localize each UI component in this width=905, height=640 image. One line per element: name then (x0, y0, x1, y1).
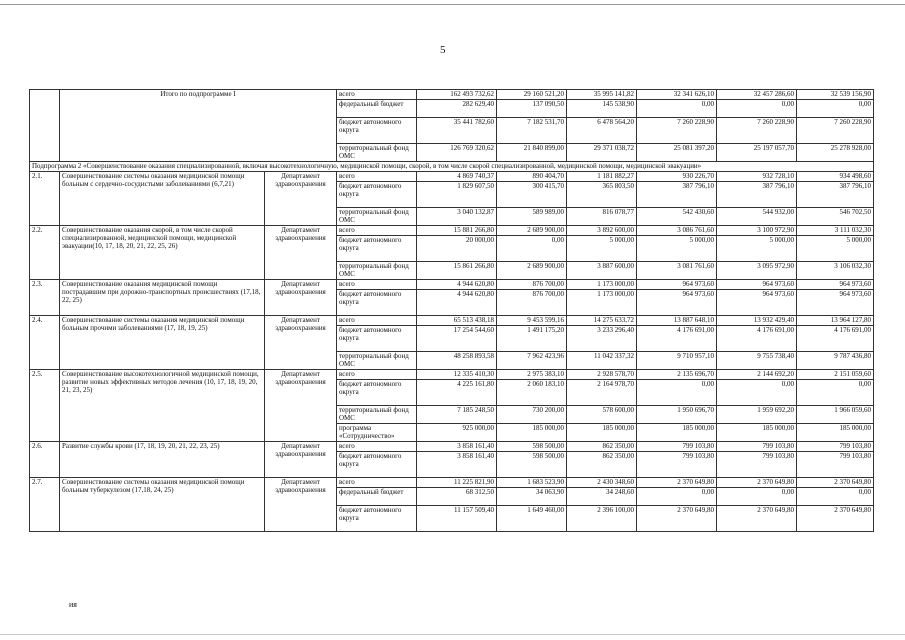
amount-cell: 964 973,60 (637, 290, 717, 316)
amount-cell: 365 803,50 (567, 182, 637, 208)
amount-cell: 162 493 732,62 (417, 90, 497, 100)
amount-cell: 4 869 740,37 (417, 172, 497, 182)
amount-cell: 799 103,80 (797, 442, 874, 452)
amount-cell: 2 370 649,80 (797, 478, 874, 488)
amount-cell: 799 103,80 (637, 452, 717, 478)
amount-cell: 185 000,00 (497, 424, 567, 442)
item-department: Департамент здравоохранения (265, 172, 337, 226)
amount-cell: 816 078,77 (567, 208, 637, 226)
amount-cell: 387 796,10 (797, 182, 874, 208)
amount-cell: 1 173 000,00 (567, 290, 637, 316)
page-number: 5 (440, 44, 446, 56)
amount-cell: 890 404,70 (497, 172, 567, 182)
amount-cell: 932 728,10 (717, 172, 797, 182)
subprogram-title: Подпрограмма 2 «Совершенствование оказания специализированной, включая высокотехнологичную, медицинской помощи, скорой, в том числе скорой специализированной, медицинской помощи, медицинской эвакуации» (30, 162, 874, 172)
funding-source: бюджет автономного округа (337, 452, 417, 478)
item-number: 2.6. (30, 442, 60, 478)
amount-cell: 0,00 (797, 488, 874, 506)
funding-source: всего (337, 370, 417, 380)
amount-cell: 2 396 100,00 (567, 506, 637, 532)
amount-cell: 930 226,70 (637, 172, 717, 182)
amount-cell: 15 861 266,80 (417, 262, 497, 280)
item-number: 2.7. (30, 478, 60, 532)
amount-cell: 0,00 (497, 236, 567, 262)
amount-cell: 1 683 523,90 (497, 478, 567, 488)
funding-source: федеральный бюджет (337, 488, 417, 506)
table-row (30, 370, 874, 380)
funding-source: бюджет автономного округа (337, 236, 417, 262)
amount-cell: 2 144 692,20 (717, 370, 797, 380)
amount-cell: 5 000,00 (717, 236, 797, 262)
funding-source: бюджет автономного округа (337, 506, 417, 532)
item-number: 2.4. (30, 316, 60, 370)
amount-cell: 185 000,00 (797, 424, 874, 442)
funding-source: территориальный фонд ОМС (337, 208, 417, 226)
amount-cell: 32 341 626,10 (637, 90, 717, 100)
amount-cell: 20 000,00 (417, 236, 497, 262)
funding-source: всего (337, 226, 417, 236)
amount-cell: 185 000,00 (717, 424, 797, 442)
amount-cell: 799 103,80 (717, 442, 797, 452)
amount-cell: 3 111 032,30 (797, 226, 874, 236)
funding-source: всего (337, 90, 417, 100)
amount-cell: 862 350,00 (567, 452, 637, 478)
amount-cell: 4 944 620,80 (417, 280, 497, 290)
funding-source: бюджет автономного округа (337, 326, 417, 352)
amount-cell: 9 453 599,16 (497, 316, 567, 326)
amount-cell: 1 181 882,27 (567, 172, 637, 182)
scan-bottom-edge (0, 634, 905, 635)
amount-cell: 13 964 127,80 (797, 316, 874, 326)
item-number: 2.1. (30, 172, 60, 226)
amount-cell: 25 081 397,20 (637, 144, 717, 162)
amount-cell: 3 106 032,30 (797, 262, 874, 280)
amount-cell: 32 457 286,60 (717, 90, 797, 100)
amount-cell: 0,00 (717, 488, 797, 506)
amount-cell: 799 103,80 (797, 452, 874, 478)
amount-cell: 68 312,50 (417, 488, 497, 506)
table-row (30, 316, 874, 326)
amount-cell: 3 892 600,00 (567, 226, 637, 236)
funding-source: территориальный фонд ОМС (337, 352, 417, 370)
amount-cell: 7 260 228,90 (797, 118, 874, 144)
amount-cell: 9 755 738,40 (717, 352, 797, 370)
funding-source: всего (337, 316, 417, 326)
item-department: Департамент здравоохранения (265, 226, 337, 280)
funding-source: программа «Сотрудничество» (337, 424, 417, 442)
budget-table (29, 89, 874, 532)
amount-cell: 9 710 957,10 (637, 352, 717, 370)
amount-cell: 964 973,60 (637, 280, 717, 290)
amount-cell: 11 157 509,40 (417, 506, 497, 532)
amount-cell: 2 430 348,60 (567, 478, 637, 488)
amount-cell: 387 796,10 (717, 182, 797, 208)
amount-cell: 925 000,00 (417, 424, 497, 442)
amount-cell: 137 090,50 (497, 100, 567, 118)
funding-source: бюджет автономного округа (337, 290, 417, 316)
amount-cell: 15 881 266,80 (417, 226, 497, 236)
subprogram-title-row (30, 162, 874, 172)
funding-source: всего (337, 442, 417, 452)
amount-cell: 546 702,50 (797, 208, 874, 226)
amount-cell: 964 973,60 (717, 280, 797, 290)
amount-cell: 32 539 156,90 (797, 90, 874, 100)
amount-cell: 542 430,60 (637, 208, 717, 226)
amount-cell: 48 258 893,58 (417, 352, 497, 370)
amount-cell: 2 370 649,80 (637, 478, 717, 488)
item-number: 2.5. (30, 370, 60, 442)
amount-cell: 1 649 460,00 (497, 506, 567, 532)
amount-cell: 1 829 607,50 (417, 182, 497, 208)
amount-cell: 1 173 000,00 (567, 280, 637, 290)
amount-cell: 589 989,00 (497, 208, 567, 226)
item-name: Совершенствование оказания медицинской помощи пострадавшим при дорожно-транспортных происшествиях (17,18, 22, 25) (60, 280, 265, 316)
amount-cell: 11 042 337,32 (567, 352, 637, 370)
amount-cell: 862 350,00 (567, 442, 637, 452)
amount-cell: 2 975 383,10 (497, 370, 567, 380)
amount-cell: 282 629,40 (417, 100, 497, 118)
amount-cell: 4 944 620,80 (417, 290, 497, 316)
amount-cell: 35 441 782,60 (417, 118, 497, 144)
table-row (30, 90, 874, 100)
amount-cell: 7 260 228,90 (717, 118, 797, 144)
amount-cell: 5 000,00 (567, 236, 637, 262)
amount-cell: 145 538,90 (567, 100, 637, 118)
amount-cell: 0,00 (797, 380, 874, 406)
amount-cell: 3 095 972,90 (717, 262, 797, 280)
amount-cell: 0,00 (637, 100, 717, 118)
item-name: Совершенствование системы оказания медицинской помощи больным с сердечно-сосудистыми заболеваниями (6,7,21) (60, 172, 265, 226)
amount-cell: 1 959 692,20 (717, 406, 797, 424)
amount-cell: 4 225 161,80 (417, 380, 497, 406)
amount-cell: 7 185 248,50 (417, 406, 497, 424)
amount-cell: 3 040 132,87 (417, 208, 497, 226)
amount-cell: 9 787 436,80 (797, 352, 874, 370)
amount-cell: 0,00 (717, 100, 797, 118)
amount-cell: 300 415,70 (497, 182, 567, 208)
amount-cell: 964 973,60 (717, 290, 797, 316)
amount-cell: 876 700,00 (497, 280, 567, 290)
table-row (30, 280, 874, 290)
amount-cell: 3 100 972,90 (717, 226, 797, 236)
item-number: 2.2. (30, 226, 60, 280)
funding-source: территориальный фонд ОМС (337, 262, 417, 280)
amount-cell: 21 840 899,00 (497, 144, 567, 162)
amount-cell: 13 932 429,40 (717, 316, 797, 326)
item-department: Департамент здравоохранения (265, 370, 337, 442)
amount-cell: 0,00 (637, 488, 717, 506)
amount-cell: 578 600,00 (567, 406, 637, 424)
item-number: 2.3. (30, 280, 60, 316)
amount-cell: 934 498,60 (797, 172, 874, 182)
table-row (30, 172, 874, 182)
amount-cell: 2 370 649,80 (717, 506, 797, 532)
item-name: Совершенствование высокотехнологичной медицинской помощи, развитие новых эффективных методов лечения (10, 17, 18, 19, 20, 21, 23, 25) (60, 370, 265, 442)
amount-cell: 2 135 696,70 (637, 370, 717, 380)
table-row (30, 442, 874, 452)
amount-cell: 387 796,10 (637, 182, 717, 208)
item-name: Совершенствование системы оказания медицинской помощи больным прочими заболеваниями (17, 18, 19, 25) (60, 316, 265, 370)
amount-cell: 34 063,90 (497, 488, 567, 506)
amount-cell: 3 858 161,40 (417, 442, 497, 452)
funding-source: всего (337, 280, 417, 290)
amount-cell: 2 370 649,80 (797, 506, 874, 532)
table-row (30, 478, 874, 488)
item-department: Департамент здравоохранения (265, 478, 337, 532)
scan-top-edge (0, 4, 905, 5)
amount-cell: 3 233 296,40 (567, 326, 637, 352)
amount-cell: 5 000,00 (637, 236, 717, 262)
amount-cell: 7 182 531,70 (497, 118, 567, 144)
amount-cell: 3 086 761,60 (637, 226, 717, 236)
item-department: Департамент здравоохранения (265, 442, 337, 478)
funding-source: всего (337, 172, 417, 182)
amount-cell: 25 278 928,00 (797, 144, 874, 162)
amount-cell: 6 478 564,20 (567, 118, 637, 144)
funding-source: бюджет автономного округа (337, 182, 417, 208)
amount-cell: 11 225 821,90 (417, 478, 497, 488)
item-department: Департамент здравоохранения (265, 316, 337, 370)
amount-cell: 2 370 649,80 (637, 506, 717, 532)
amount-cell: 34 248,60 (567, 488, 637, 506)
item-number (30, 90, 60, 162)
amount-cell: 2 689 900,00 (497, 226, 567, 236)
amount-cell: 0,00 (637, 380, 717, 406)
amount-cell: 0,00 (717, 380, 797, 406)
amount-cell: 598 500,00 (497, 442, 567, 452)
amount-cell: 126 769 320,62 (417, 144, 497, 162)
amount-cell: 12 335 410,30 (417, 370, 497, 380)
item-name: Развитие службы крови (17, 18, 19, 20, 21, 22, 23, 25) (60, 442, 265, 478)
amount-cell: 964 973,60 (797, 290, 874, 316)
amount-cell: 1 950 696,70 (637, 406, 717, 424)
funding-source: федеральный бюджет (337, 100, 417, 118)
amount-cell: 35 995 141,82 (567, 90, 637, 100)
amount-cell: 65 513 438,18 (417, 316, 497, 326)
amount-cell: 0,00 (797, 100, 874, 118)
amount-cell: 799 103,80 (717, 452, 797, 478)
amount-cell: 17 254 544,60 (417, 326, 497, 352)
amount-cell: 598 500,00 (497, 452, 567, 478)
amount-cell: 4 176 691,00 (717, 326, 797, 352)
amount-cell: 29 371 038,72 (567, 144, 637, 162)
funding-source: территориальный фонд ОМС (337, 406, 417, 424)
amount-cell: 7 260 228,90 (637, 118, 717, 144)
footer-mark: ия (69, 600, 77, 609)
amount-cell: 1 491 175,20 (497, 326, 567, 352)
funding-source: бюджет автономного округа (337, 380, 417, 406)
funding-source: бюджет автономного округа (337, 118, 417, 144)
amount-cell: 14 275 633,72 (567, 316, 637, 326)
amount-cell: 4 176 691,00 (797, 326, 874, 352)
amount-cell: 964 973,60 (797, 280, 874, 290)
amount-cell: 2 060 183,10 (497, 380, 567, 406)
amount-cell: 13 887 648,10 (637, 316, 717, 326)
amount-cell: 4 176 691,00 (637, 326, 717, 352)
funding-source: территориальный фонд ОМС (337, 144, 417, 162)
amount-cell: 7 962 423,96 (497, 352, 567, 370)
table-row (30, 226, 874, 236)
amount-cell: 2 689 900,00 (497, 262, 567, 280)
item-name: Совершенствование системы оказания медицинской помощи больным туберкулезом (17,18, 24, 25) (60, 478, 265, 532)
amount-cell: 2 151 059,60 (797, 370, 874, 380)
amount-cell: 544 932,00 (717, 208, 797, 226)
amount-cell: 25 197 057,70 (717, 144, 797, 162)
amount-cell: 5 000,00 (797, 236, 874, 262)
amount-cell: 2 370 649,80 (717, 478, 797, 488)
amount-cell: 799 103,80 (637, 442, 717, 452)
amount-cell: 3 081 761,60 (637, 262, 717, 280)
funding-source: всего (337, 478, 417, 488)
amount-cell: 876 700,00 (497, 290, 567, 316)
amount-cell: 185 000,00 (567, 424, 637, 442)
total-label: Итого по подпрограмме I (60, 90, 337, 162)
amount-cell: 2 164 978,70 (567, 380, 637, 406)
item-department: Департамент здравоохранения (265, 280, 337, 316)
item-name: Совершенствование оказания скорой, в том числе скорой специализированной, медицинской помощи, медицинской эвакуации(10, 17, 18, 20, 21, 22, 25, 26) (60, 226, 265, 280)
amount-cell: 3 887 600,00 (567, 262, 637, 280)
amount-cell: 1 966 059,60 (797, 406, 874, 424)
budget-table-body (30, 90, 874, 532)
amount-cell: 29 160 521,20 (497, 90, 567, 100)
amount-cell: 185 000,00 (637, 424, 717, 442)
amount-cell: 730 200,00 (497, 406, 567, 424)
amount-cell: 2 928 578,70 (567, 370, 637, 380)
amount-cell: 3 858 161,40 (417, 452, 497, 478)
